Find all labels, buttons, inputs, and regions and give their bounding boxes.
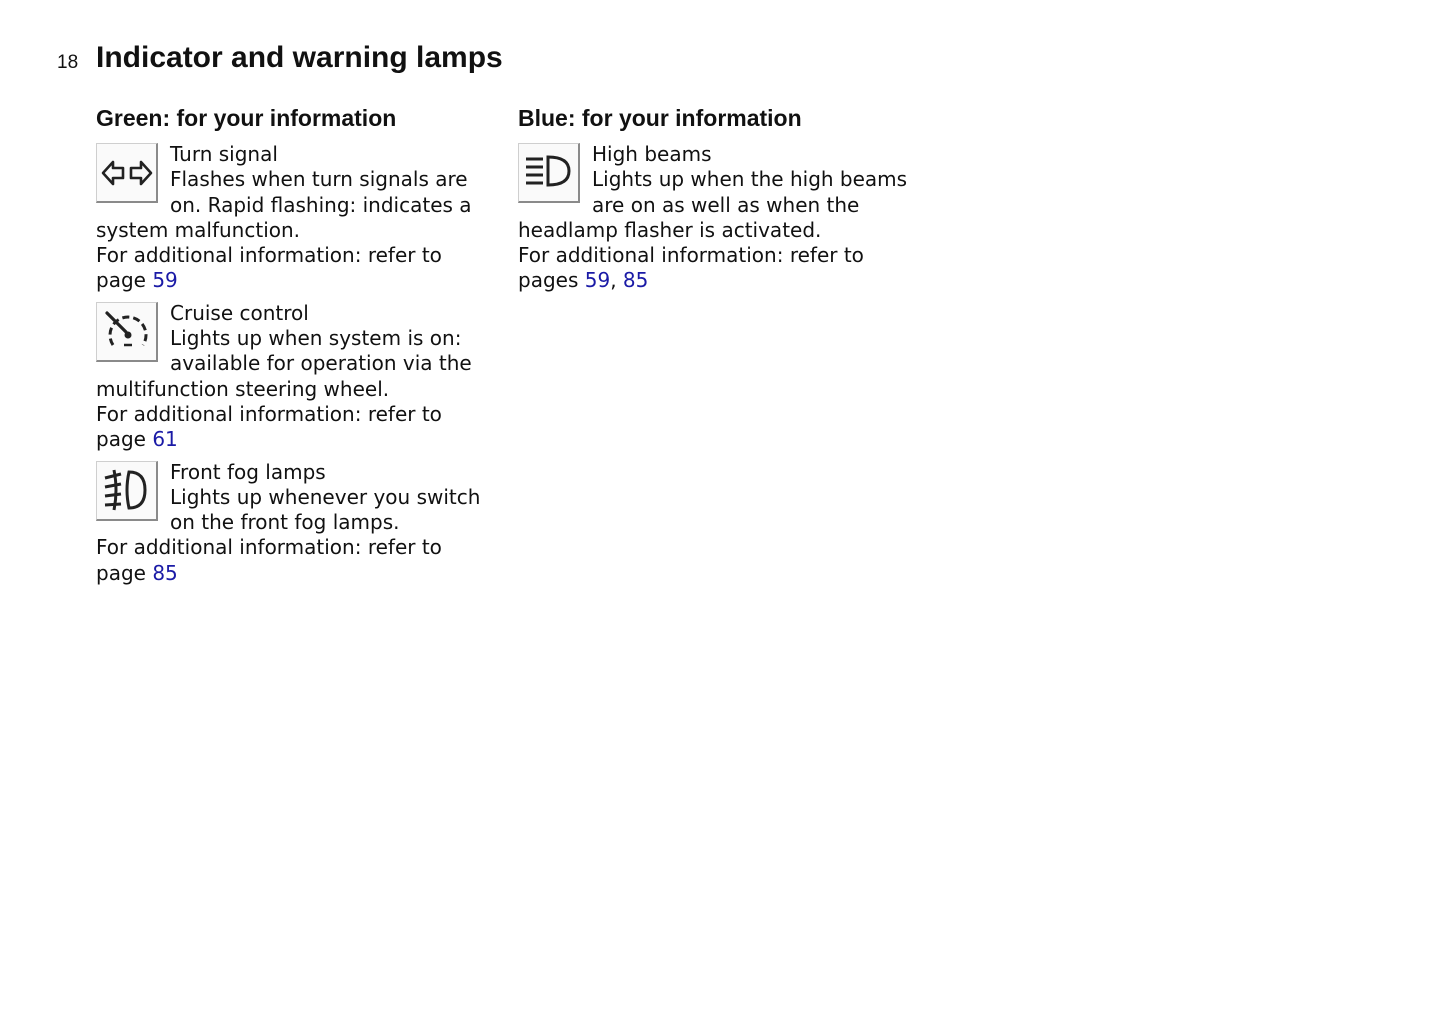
- page-number: 18: [57, 52, 79, 73]
- blue-section: [518, 104, 918, 301]
- high-beams-title: High beams: [592, 142, 712, 166]
- front-fog-lamps-title: Front fog lamps: [170, 459, 326, 484]
- front-fog-lamps-reference: [96, 535, 496, 586]
- high-beam-icon: [518, 143, 580, 203]
- cruise-control-icon: [96, 302, 158, 362]
- high-beams-reference: [518, 243, 918, 294]
- high-beams-entry: [518, 142, 918, 294]
- page-link-85[interactable]: 85: [152, 560, 178, 585]
- turn-signal-entry: [96, 142, 496, 294]
- cruise-control-title: Cruise control: [170, 300, 309, 325]
- blue-section-heading: Blue: for your information: [518, 105, 802, 131]
- high-beams-description: Lights up when the high beams are on as well as when the headlamp flasher is activated.: [518, 167, 908, 242]
- page-link-59[interactable]: 59: [152, 268, 178, 293]
- reference-prefix: For additional information: refer to page: [96, 243, 442, 293]
- page-title: Indicator and warning lamps: [96, 41, 503, 74]
- front-fog-lamp-icon: [96, 461, 158, 521]
- reference-prefix: For additional information: refer to page: [96, 535, 442, 585]
- page-link-61[interactable]: 61: [152, 427, 178, 452]
- cruise-control-description: Lights up when system is on: available for operation via the multifunction steering wheel.: [96, 326, 472, 401]
- turn-signal-title: Turn signal: [170, 142, 278, 166]
- reference-prefix: For additional information: refer to pages: [518, 243, 864, 293]
- green-section: [96, 104, 496, 593]
- turn-signal-reference: [96, 243, 496, 294]
- turn-signal-description: Flashes when turn signals are on. Rapid flashing: indicates a system malfunction.: [96, 167, 472, 242]
- reference-prefix: For additional information: refer to page: [96, 401, 442, 452]
- reference-separator: ,: [610, 268, 623, 293]
- cruise-control-reference: [96, 402, 496, 453]
- front-fog-lamps-entry: [96, 460, 496, 586]
- green-section-heading: Green: for your information: [96, 105, 397, 131]
- page-link-85[interactable]: 85: [622, 268, 649, 293]
- cruise-control-entry: [96, 301, 496, 453]
- front-fog-lamps-description: Lights up whenever you switch on the front fog lamps.: [170, 484, 481, 535]
- turn-signal-icon: [96, 143, 158, 203]
- page-link-59[interactable]: 59: [584, 268, 611, 293]
